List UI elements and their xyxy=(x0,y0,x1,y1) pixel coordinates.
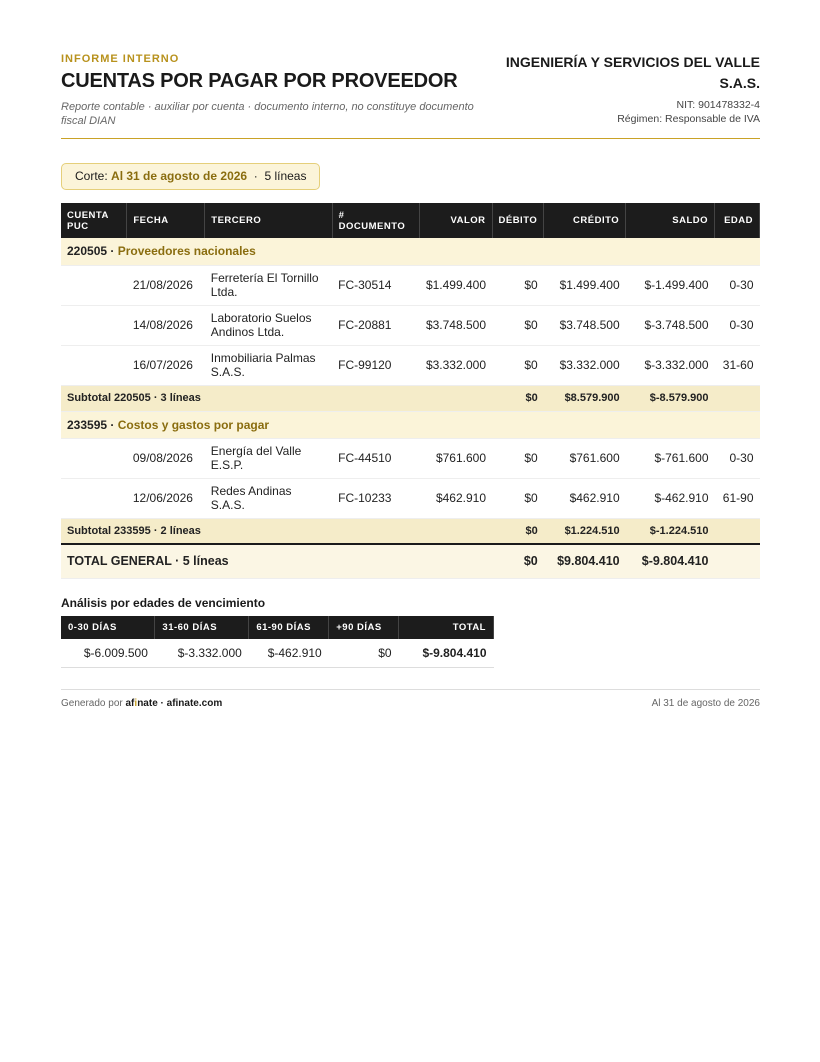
subtotal-label: Subtotal 233595 · 2 líneas xyxy=(61,518,492,544)
aging-value-total: $-9.804.410 xyxy=(399,639,494,667)
cell-documento: FC-99120 xyxy=(332,345,419,385)
col-fecha-header: FECHA xyxy=(127,203,205,238)
cell-valor: $3.748.500 xyxy=(419,305,492,345)
col-edad-header: EDAD xyxy=(715,203,760,238)
subtotal-credito: $1.224.510 xyxy=(544,518,626,544)
subtotal-debito: $0 xyxy=(492,385,544,411)
cell-valor: $462.910 xyxy=(419,478,492,518)
ledger-header-row xyxy=(61,203,760,238)
company-tax-info xyxy=(617,98,760,126)
aging-values-row xyxy=(61,639,494,667)
report-subtitle: Reporte contable · auxiliar por cuenta · documento interno, no constituye documento fiscal DIAN xyxy=(61,101,474,127)
col-credito-header: CRÉDITO xyxy=(544,203,626,238)
cell-valor: $761.600 xyxy=(419,438,492,478)
col-debito-header: DÉBITO xyxy=(492,203,544,238)
cell-tercero: Energía del Valle E.S.P. xyxy=(205,438,332,478)
aging-value-0-30: $-6.009.500 xyxy=(61,639,155,667)
footer-brand-logo: afinate xyxy=(125,698,158,709)
company-name xyxy=(460,52,760,94)
company-name-line1: INGENIERÍA Y SERVICIOS DEL VALLE xyxy=(505,54,760,70)
aging-header-61-90: 61-90 DÍAS xyxy=(249,616,329,639)
cell-documento: FC-44510 xyxy=(332,438,419,478)
cell-credito: $1.499.400 xyxy=(544,265,626,305)
subtotal-saldo: $-8.579.900 xyxy=(626,385,715,411)
cell-valor: $1.499.400 xyxy=(419,265,492,305)
cell-documento: FC-10233 xyxy=(332,478,419,518)
cell-fecha: 09/08/2026 xyxy=(127,438,205,478)
col-documento-header: # DOCUMENTO xyxy=(332,203,419,238)
account-group-row xyxy=(61,411,760,438)
aging-value-61-90: $-462.910 xyxy=(249,639,329,667)
aging-header-row xyxy=(61,616,494,639)
grand-total-label: TOTAL GENERAL · 5 líneas xyxy=(61,544,492,578)
cell-edad: 0-30 xyxy=(715,305,760,345)
company-name-line2: S.A.S. xyxy=(719,75,760,91)
grand-total-debito: $0 xyxy=(492,544,544,578)
account-group-label: 220505 · Proveedores nacionales xyxy=(61,238,760,265)
footer-generated-label: Generado por xyxy=(61,698,123,709)
cell-saldo: $-3.748.500 xyxy=(626,305,715,345)
subtotal-debito: $0 xyxy=(492,518,544,544)
report-page xyxy=(61,0,760,709)
cell-credito: $462.910 xyxy=(544,478,626,518)
report-header xyxy=(61,0,760,139)
cut-label: Corte: xyxy=(75,169,108,183)
cell-documento: FC-30514 xyxy=(332,265,419,305)
footer-site-link[interactable]: · afinate.com xyxy=(160,698,223,709)
footer-date: Al 31 de agosto de 2026 xyxy=(651,698,760,709)
cell-credito: $3.332.000 xyxy=(544,345,626,385)
cell-documento: FC-20881 xyxy=(332,305,419,345)
cut-date-badge xyxy=(61,163,320,190)
cell-edad: 61-90 xyxy=(715,478,760,518)
subtotal-row xyxy=(61,518,760,544)
cell-edad: 0-30 xyxy=(715,438,760,478)
subtotal-label: Subtotal 220505 · 3 líneas xyxy=(61,385,492,411)
page-footer xyxy=(61,689,760,713)
aging-table xyxy=(61,616,494,668)
page-title: CUENTAS POR PAGAR POR PROVEEDOR xyxy=(61,70,458,92)
cell-debito: $0 xyxy=(492,305,544,345)
cell-debito: $0 xyxy=(492,345,544,385)
col-valor-header: VALOR xyxy=(419,203,492,238)
cell-tercero: Laboratorio Suelos Andinos Ltda. xyxy=(205,305,332,345)
col-cuenta-header: CUENTA PUC xyxy=(61,203,127,238)
ledger-table xyxy=(61,203,760,579)
table-row xyxy=(61,345,760,385)
cell-edad: 31-60 xyxy=(715,345,760,385)
aging-value-90-plus: $0 xyxy=(329,639,399,667)
report-kicker: INFORME INTERNO xyxy=(61,53,180,65)
account-group-label: 233595 · Costos y gastos por pagar xyxy=(61,411,760,438)
cell-credito: $761.600 xyxy=(544,438,626,478)
cell-edad: 0-30 xyxy=(715,265,760,305)
cell-saldo: $-3.332.000 xyxy=(626,345,715,385)
cell-saldo: $-462.910 xyxy=(626,478,715,518)
cell-saldo: $-761.600 xyxy=(626,438,715,478)
grand-total-credito: $9.804.410 xyxy=(544,544,626,578)
aging-header-31-60: 31-60 DÍAS xyxy=(155,616,249,639)
aging-value-31-60: $-3.332.000 xyxy=(155,639,249,667)
grand-total-row xyxy=(61,544,760,578)
cell-tercero: Inmobiliaria Palmas S.A.S. xyxy=(205,345,332,385)
col-tercero-header: TERCERO xyxy=(205,203,332,238)
cell-debito: $0 xyxy=(492,438,544,478)
table-row xyxy=(61,478,760,518)
table-row xyxy=(61,305,760,345)
cell-valor: $3.332.000 xyxy=(419,345,492,385)
cell-tercero: Redes Andinas S.A.S. xyxy=(205,478,332,518)
cell-debito: $0 xyxy=(492,265,544,305)
table-row xyxy=(61,438,760,478)
cut-date: Al 31 de agosto de 2026 xyxy=(111,169,248,183)
aging-header-0-30: 0-30 DÍAS xyxy=(61,616,155,639)
grand-total-saldo: $-9.804.410 xyxy=(626,544,715,578)
cell-fecha: 16/07/2026 xyxy=(127,345,205,385)
aging-header-total: TOTAL xyxy=(399,616,494,639)
cell-fecha: 12/06/2026 xyxy=(127,478,205,518)
col-saldo-header: SALDO xyxy=(626,203,715,238)
cell-saldo: $-1.499.400 xyxy=(626,265,715,305)
aging-section-title: Análisis por edades de vencimiento xyxy=(61,596,266,610)
aging-header-90-plus: +90 DÍAS xyxy=(329,616,399,639)
table-row xyxy=(61,265,760,305)
subtotal-row xyxy=(61,385,760,411)
cell-fecha: 14/08/2026 xyxy=(127,305,205,345)
cell-tercero: Ferretería El Tornillo Ltda. xyxy=(205,265,332,305)
cell-credito: $3.748.500 xyxy=(544,305,626,345)
footer-generated xyxy=(61,698,222,709)
company-nit: NIT: 901478332-4 xyxy=(676,99,760,111)
cut-separator: · xyxy=(253,169,258,183)
cut-lines: 5 líneas xyxy=(264,169,307,183)
subtotal-saldo: $-1.224.510 xyxy=(626,518,715,544)
cell-fecha: 21/08/2026 xyxy=(127,265,205,305)
company-regimen: Régimen: Responsable de IVA xyxy=(617,113,760,125)
account-group-row xyxy=(61,238,760,265)
cell-debito: $0 xyxy=(492,478,544,518)
subtotal-credito: $8.579.900 xyxy=(544,385,626,411)
